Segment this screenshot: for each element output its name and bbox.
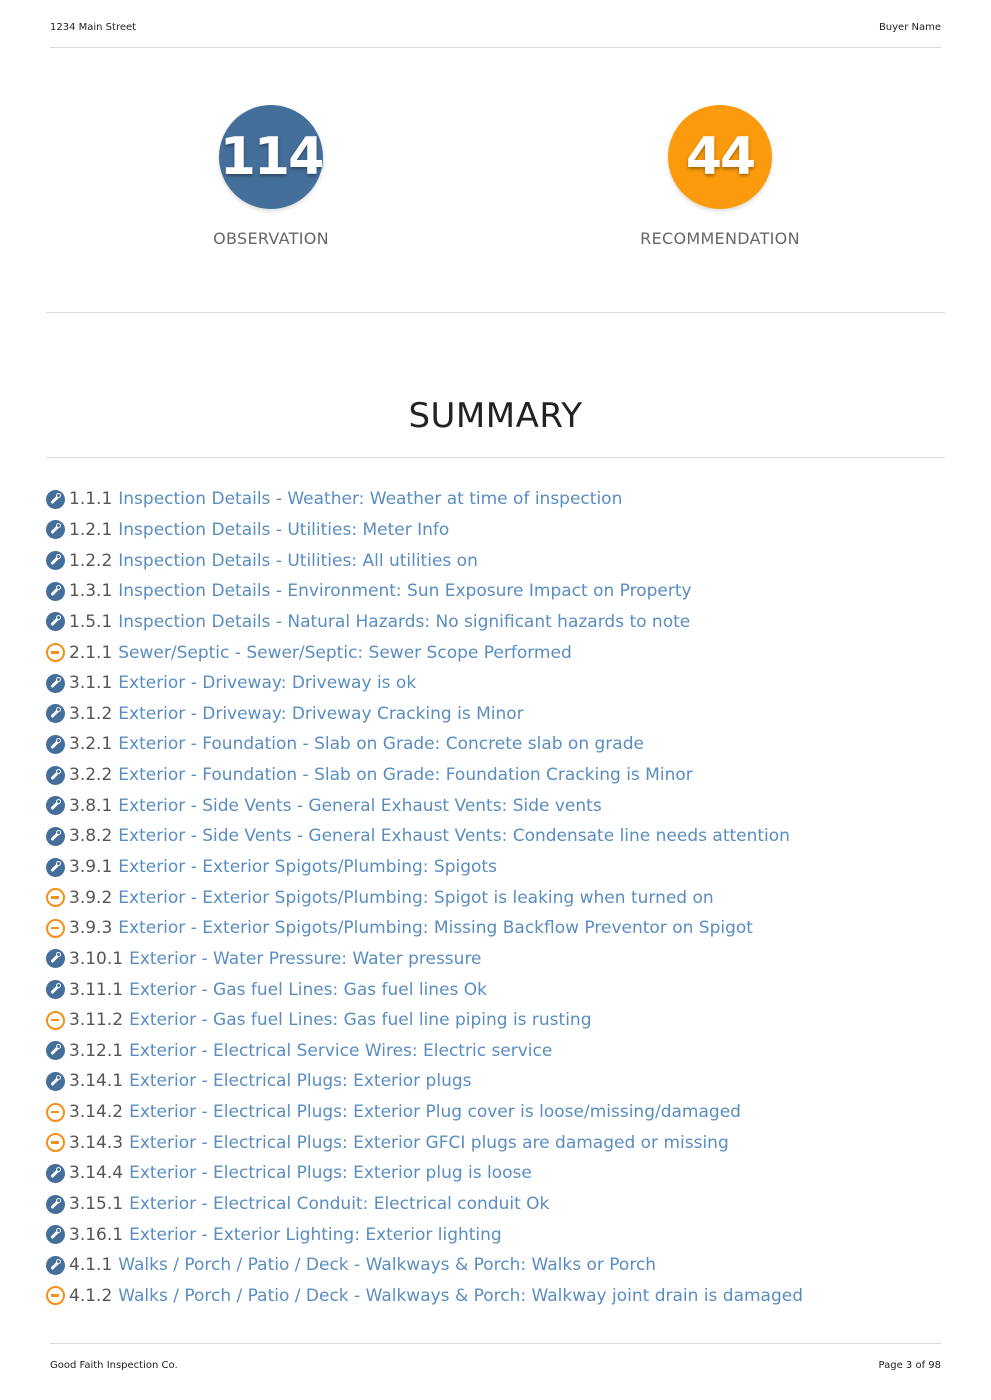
- item-number: 3.2.2: [69, 765, 113, 786]
- wrench-icon: [46, 980, 65, 999]
- wrench-icon: [46, 674, 65, 693]
- summary-item[interactable]: [46, 729, 946, 760]
- summary-item[interactable]: [46, 974, 946, 1005]
- summary-item[interactable]: [46, 852, 946, 883]
- item-number: 3.14.2: [69, 1102, 124, 1123]
- wrench-icon: [46, 612, 65, 631]
- observation-label: OBSERVATION: [213, 229, 329, 248]
- wrench-icon: [46, 949, 65, 968]
- item-link[interactable]: Exterior - Electrical Plugs: Exterior Plug cover is loose/missing/damaged: [129, 1102, 741, 1123]
- item-link[interactable]: Walks / Porch / Patio / Deck - Walkways & Porch: Walkway joint drain is damaged: [118, 1285, 804, 1306]
- item-number: 3.1.2: [69, 703, 113, 724]
- wrench-icon: [46, 582, 65, 601]
- summary-item[interactable]: [46, 944, 946, 975]
- recommendation-label: RECOMMENDATION: [640, 229, 800, 248]
- company-name: Good Faith Inspection Co.: [50, 1360, 178, 1371]
- summary-item[interactable]: [46, 1097, 946, 1128]
- item-link[interactable]: Exterior - Electrical Plugs: Exterior GFCI plugs are damaged or missing: [129, 1132, 729, 1153]
- summary-item[interactable]: [46, 576, 946, 607]
- minus-circle-icon: [46, 888, 65, 907]
- summary-item[interactable]: [46, 1127, 946, 1158]
- item-link[interactable]: Exterior - Electrical Conduit: Electrical conduit Ok: [129, 1194, 550, 1215]
- item-number: 1.3.1: [69, 581, 113, 602]
- item-number: 3.1.1: [69, 673, 113, 694]
- item-link[interactable]: Exterior - Driveway: Driveway is ok: [118, 673, 417, 694]
- item-number: 1.2.2: [69, 550, 113, 571]
- summary-item[interactable]: [46, 1036, 946, 1067]
- item-number: 3.9.3: [69, 918, 113, 939]
- buyer-name: Buyer Name: [878, 22, 941, 33]
- summary-item[interactable]: [46, 1250, 946, 1281]
- summary-item[interactable]: [46, 1158, 946, 1189]
- summary-item[interactable]: [46, 760, 946, 791]
- summary-item[interactable]: [46, 882, 946, 913]
- summary-item[interactable]: [46, 484, 946, 515]
- recommendation-stat: [570, 105, 870, 248]
- item-number: 3.10.1: [69, 948, 124, 969]
- summary-item[interactable]: [46, 821, 946, 852]
- item-number: 3.16.1: [69, 1224, 124, 1245]
- wrench-icon: [46, 796, 65, 815]
- page-number: Page 3 of 98: [878, 1360, 941, 1371]
- summary-heading: SUMMARY: [408, 396, 583, 436]
- item-number: 3.8.1: [69, 795, 113, 816]
- item-link[interactable]: Exterior - Foundation - Slab on Grade: Foundation Cracking is Minor: [118, 765, 693, 786]
- item-number: 3.9.2: [69, 887, 113, 908]
- item-number: 3.2.1: [69, 734, 113, 755]
- stats-divider: [46, 312, 945, 313]
- summary-item[interactable]: [46, 790, 946, 821]
- summary-item[interactable]: [46, 607, 946, 638]
- summary-divider: [46, 457, 945, 458]
- wrench-icon: [46, 858, 65, 877]
- item-link[interactable]: Exterior - Exterior Spigots/Plumbing: Missing Backflow Preventor on Spigot: [118, 918, 753, 939]
- wrench-icon: [46, 1256, 65, 1275]
- summary-list: [46, 484, 946, 1311]
- item-link[interactable]: Exterior - Foundation - Slab on Grade: Concrete slab on grade: [118, 734, 644, 755]
- wrench-icon: [46, 520, 65, 539]
- minus-circle-icon: [46, 1011, 65, 1030]
- item-number: 1.5.1: [69, 611, 113, 632]
- wrench-icon: [46, 1164, 65, 1183]
- item-link[interactable]: Exterior - Exterior Spigots/Plumbing: Spigots: [118, 857, 497, 877]
- item-number: 1.1.1: [69, 489, 113, 510]
- item-number: 3.9.1: [69, 857, 113, 877]
- item-number: 3.14.4: [69, 1163, 124, 1184]
- minus-circle-icon: [46, 1286, 65, 1305]
- item-link[interactable]: Inspection Details - Weather: Weather at time of inspection: [118, 489, 623, 510]
- item-link[interactable]: Walks / Porch / Patio / Deck - Walkways & Porch: Walks or Porch: [118, 1255, 657, 1276]
- page-footer: [50, 1360, 941, 1374]
- item-link[interactable]: Exterior - Water Pressure: Water pressure: [129, 948, 482, 969]
- wrench-icon: [46, 1225, 65, 1244]
- item-number: 3.11.1: [69, 979, 124, 1000]
- wrench-icon: [46, 704, 65, 723]
- minus-circle-icon: [46, 1133, 65, 1152]
- property-address: 1234 Main Street: [50, 22, 137, 33]
- wrench-icon: [46, 1072, 65, 1091]
- summary-item[interactable]: [46, 515, 946, 546]
- wrench-icon: [46, 827, 65, 846]
- item-link[interactable]: Exterior - Driveway: Driveway Cracking is Minor: [118, 703, 524, 724]
- item-number: 2.1.1: [69, 642, 113, 663]
- wrench-icon: [46, 766, 65, 785]
- item-link[interactable]: Exterior - Side Vents - General Exhaust Vents: Side vents: [118, 795, 602, 816]
- wrench-icon: [46, 551, 65, 570]
- item-number: 3.8.2: [69, 826, 113, 847]
- observation-count-badge: 114: [219, 105, 323, 209]
- item-link[interactable]: Exterior - Exterior Spigots/Plumbing: Spigot is leaking when turned on: [118, 887, 714, 908]
- footer-divider: [50, 1343, 941, 1344]
- item-number: 3.15.1: [69, 1194, 124, 1215]
- minus-circle-icon: [46, 919, 65, 938]
- item-number: 4.1.2: [69, 1285, 113, 1306]
- recommendation-count-badge: 44: [668, 105, 772, 209]
- item-number: 3.14.3: [69, 1132, 124, 1153]
- header-divider: [50, 47, 941, 48]
- item-link[interactable]: Inspection Details - Utilities: Meter Info: [118, 519, 450, 540]
- summary-item[interactable]: [46, 1219, 946, 1250]
- item-link[interactable]: Exterior - Gas fuel Lines: Gas fuel lines Ok: [129, 979, 488, 1000]
- item-link[interactable]: Sewer/Septic - Sewer/Septic: Sewer Scope Performed: [118, 642, 572, 663]
- summary-item[interactable]: [46, 545, 946, 576]
- item-link[interactable]: Inspection Details - Natural Hazards: No significant hazards to note: [118, 611, 691, 632]
- minus-circle-icon: [46, 643, 65, 662]
- item-number: 3.12.1: [69, 1040, 124, 1061]
- item-link[interactable]: Exterior - Exterior Lighting: Exterior lighting: [129, 1224, 502, 1245]
- summary-item[interactable]: [46, 637, 946, 668]
- summary-item[interactable]: [46, 668, 946, 699]
- observation-stat: [121, 105, 421, 248]
- item-link[interactable]: Exterior - Side Vents - General Exhaust Vents: Condensate line needs attention: [118, 826, 790, 847]
- item-number: 4.1.1: [69, 1255, 113, 1276]
- item-link[interactable]: Inspection Details - Utilities: All utilities on: [118, 550, 478, 571]
- wrench-icon: [46, 490, 65, 509]
- item-number: 3.14.1: [69, 1071, 124, 1092]
- summary-item[interactable]: [46, 1005, 946, 1036]
- summary-item[interactable]: [46, 698, 946, 729]
- summary-item[interactable]: [46, 1281, 946, 1312]
- item-link[interactable]: Exterior - Gas fuel Lines: Gas fuel line piping is rusting: [129, 1010, 592, 1031]
- item-link[interactable]: Exterior - Electrical Service Wires: Electric service: [129, 1040, 553, 1061]
- wrench-icon: [46, 1041, 65, 1060]
- page-header: [50, 22, 941, 36]
- minus-circle-icon: [46, 1103, 65, 1122]
- summary-item[interactable]: [46, 1189, 946, 1220]
- item-link[interactable]: Inspection Details - Environment: Sun Exposure Impact on Property: [118, 581, 692, 602]
- summary-item[interactable]: [46, 913, 946, 944]
- item-number: 1.2.1: [69, 519, 113, 540]
- wrench-icon: [46, 1195, 65, 1214]
- item-number: 3.11.2: [69, 1010, 124, 1031]
- item-link[interactable]: Exterior - Electrical Plugs: Exterior plug is loose: [129, 1163, 532, 1184]
- item-link[interactable]: Exterior - Electrical Plugs: Exterior plugs: [129, 1071, 472, 1092]
- wrench-icon: [46, 735, 65, 754]
- summary-item[interactable]: [46, 1066, 946, 1097]
